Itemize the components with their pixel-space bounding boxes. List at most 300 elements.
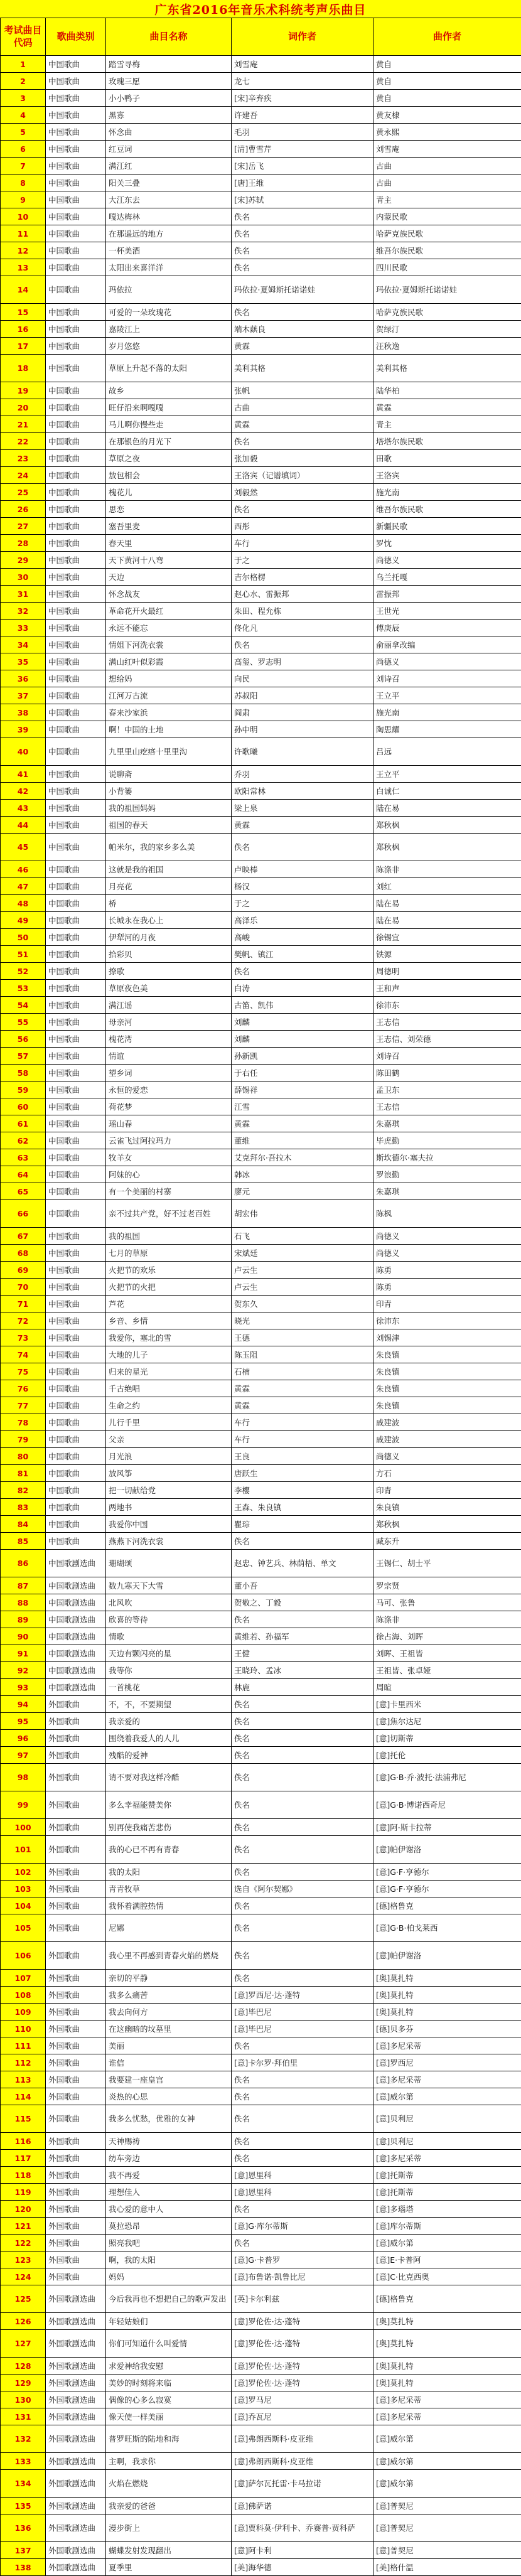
song-title-cell: 我多么痛苦 [106, 1987, 232, 2004]
table-row [1, 1696, 521, 1713]
table-body [1, 56, 521, 2576]
code-cell: 97 [1, 1747, 46, 1764]
lyricist-cell: 乔羽 [232, 766, 373, 783]
composer-cell: 尚德义 [373, 1228, 521, 1245]
table-row [1, 1987, 521, 2004]
code-cell: 21 [1, 416, 46, 433]
lyricist-cell: 佚名 [232, 225, 373, 242]
code-cell: 78 [1, 1414, 46, 1431]
category-cell: 中国歌曲 [46, 1533, 106, 1550]
song-title-cell: 在那遥远的地方 [106, 225, 232, 242]
song-title-cell: 拾彩贝 [106, 946, 232, 963]
lyricist-cell: 古笛、凯伟 [232, 997, 373, 1014]
category-cell: 外国歌曲 [46, 2201, 106, 2218]
song-title-cell: 我的心已不再有青春 [106, 1836, 232, 1864]
lyricist-cell: [意]弗朗西斯科·皮亚维 [232, 2453, 373, 2470]
song-title-cell: 燕燕下河洗衣裳 [106, 1533, 232, 1550]
composer-cell: 朱良镇 [373, 1380, 521, 1397]
table-row [1, 895, 521, 912]
song-title-cell: 敖包相会 [106, 467, 232, 484]
code-cell: 20 [1, 399, 46, 416]
composer-cell: 刘诗召 [373, 670, 521, 687]
composer-cell: [意]贝利尼 [373, 2105, 521, 2133]
lyricist-cell: 王德 [232, 1329, 373, 1346]
lyricist-cell: 黄霖 [232, 416, 373, 433]
lyricist-cell: [意]乔瓦尼 [232, 2408, 373, 2425]
category-cell: 中国歌曲 [46, 817, 106, 834]
code-cell: 79 [1, 1431, 46, 1448]
song-title-cell: 我去向何方 [106, 2004, 232, 2021]
code-cell: 52 [1, 963, 46, 980]
table-row [1, 1499, 521, 1516]
table-row [1, 963, 521, 980]
song-title-cell: 把一切献给党 [106, 1482, 232, 1499]
category-cell: 外国歌曲 [46, 2235, 106, 2251]
composer-cell: 周暄 [373, 1679, 521, 1696]
table-row [1, 1048, 521, 1065]
composer-cell: 美利其格 [373, 355, 521, 382]
lyricist-cell: 李樱 [232, 1482, 373, 1499]
lyricist-cell: 佚名 [232, 834, 373, 861]
song-title-cell: 啊！中国的土地 [106, 721, 232, 738]
lyricist-cell: 佚名 [232, 2088, 373, 2105]
song-title-cell: 亲不过共产党，好不过老百姓 [106, 1200, 232, 1228]
category-cell: 中国歌曲 [46, 1465, 106, 1482]
song-title-cell: 槐花湾 [106, 1031, 232, 1048]
code-cell: 112 [1, 2054, 46, 2071]
category-cell: 外国歌剧选曲 [46, 2285, 106, 2313]
lyricist-cell: [美]海华德 [232, 2559, 373, 2576]
composer-cell: 刘雪庵 [373, 141, 521, 158]
composer-cell: 印青 [373, 1482, 521, 1499]
lyricist-cell: 薛锡祥 [232, 1081, 373, 1098]
lyricist-cell: [意]毕巴尼 [232, 2021, 373, 2037]
composer-cell: [意]托斯蒂 [373, 2167, 521, 2184]
category-cell: 中国歌曲 [46, 1380, 106, 1397]
song-title-cell: 大江东去 [106, 191, 232, 208]
category-cell: 外国歌曲 [46, 2054, 106, 2071]
code-cell: 70 [1, 1279, 46, 1296]
lyricist-cell: 韩冰 [232, 1166, 373, 1183]
song-title-cell: 革命花开火最红 [106, 603, 232, 620]
composer-cell: [德]贝多芬 [373, 2021, 521, 2037]
song-title-cell: 别再使我痛苦悲伤 [106, 1819, 232, 1836]
code-cell: 135 [1, 2498, 46, 2514]
category-cell: 中国歌曲 [46, 259, 106, 276]
table-row [1, 1465, 521, 1482]
song-title-cell: 妈妈 [106, 2268, 232, 2285]
category-cell: 中国歌曲 [46, 1516, 106, 1533]
category-cell: 外国歌曲 [46, 1696, 106, 1713]
category-cell: 外国歌剧选曲 [46, 2514, 106, 2542]
table-row [1, 355, 521, 382]
composer-cell: 白诚仁 [373, 783, 521, 800]
table-row [1, 259, 521, 276]
code-cell: 105 [1, 1914, 46, 1942]
category-cell: 中国歌曲 [46, 304, 106, 321]
table-row [1, 484, 521, 501]
code-cell: 3 [1, 90, 46, 107]
table-row [1, 1397, 521, 1414]
composer-cell: 青主 [373, 416, 521, 433]
code-cell: 125 [1, 2285, 46, 2313]
table-row [1, 1611, 521, 1628]
lyricist-cell: 林鹿 [232, 1679, 373, 1696]
song-title-cell: 旺仔沿来啊嘎嘎 [106, 399, 232, 416]
category-cell: 外国歌曲 [46, 2071, 106, 2088]
composer-cell: 田歌 [373, 450, 521, 467]
lyricist-cell: 黄维若、孙福军 [232, 1628, 373, 1645]
code-cell: 69 [1, 1262, 46, 1279]
code-cell: 17 [1, 338, 46, 355]
category-cell: 中国歌曲 [46, 1312, 106, 1329]
composer-cell: 乌兰托嘎 [373, 569, 521, 586]
composer-cell: [奥]莫扎特 [373, 2358, 521, 2375]
category-cell: 中国歌曲 [46, 1166, 106, 1183]
table-row [1, 2251, 521, 2268]
code-cell: 65 [1, 1183, 46, 1200]
category-cell: 外国歌曲 [46, 2088, 106, 2105]
code-cell: 64 [1, 1166, 46, 1183]
code-cell: 22 [1, 433, 46, 450]
category-cell: 中国歌曲 [46, 586, 106, 603]
table-row [1, 1516, 521, 1533]
table-row [1, 416, 521, 433]
composer-cell: [意]多尼采蒂 [373, 2071, 521, 2088]
table-row [1, 1819, 521, 1836]
code-cell: 10 [1, 208, 46, 225]
code-cell: 62 [1, 1132, 46, 1149]
lyricist-cell: 佚名 [232, 1836, 373, 1864]
composer-cell: [奥]莫扎特 [373, 2004, 521, 2021]
composer-cell: [意]威尔第 [373, 2088, 521, 2105]
table-row [1, 2105, 521, 2133]
song-title-cell: 像天使一样美丽 [106, 2408, 232, 2425]
category-cell: 外国歌剧选曲 [46, 2391, 106, 2408]
song-title-cell: 伊犁河的月夜 [106, 929, 232, 946]
song-title-cell: 桥 [106, 895, 232, 912]
code-cell: 49 [1, 912, 46, 929]
category-cell: 中国歌曲 [46, 535, 106, 552]
composer-cell: [意]威尔第 [373, 2425, 521, 2453]
code-cell: 30 [1, 569, 46, 586]
lyricist-cell: [意]恩里科 [232, 2167, 373, 2184]
composer-cell: 刘晖、王祖皆 [373, 1645, 521, 1662]
lyricist-cell: 佚名 [232, 2133, 373, 2150]
code-cell: 104 [1, 1897, 46, 1914]
lyricist-cell: 佚名 [232, 1533, 373, 1550]
category-cell: 外国歌曲 [46, 2184, 106, 2201]
lyricist-cell: [意]弗朗西斯科·皮亚维 [232, 2425, 373, 2453]
song-title-cell: 母亲河 [106, 1014, 232, 1031]
table-row [1, 1014, 521, 1031]
code-cell: 72 [1, 1312, 46, 1329]
category-cell: 中国歌曲 [46, 653, 106, 670]
table-row [1, 1533, 521, 1550]
song-title-cell: 莫拉恐昂 [106, 2218, 232, 2235]
lyricist-cell: 许歌曦 [232, 738, 373, 766]
table-row [1, 1448, 521, 1465]
song-title-cell: 月光浪 [106, 1448, 232, 1465]
composer-cell: [意]帕伊谢洛 [373, 1836, 521, 1864]
table-row [1, 338, 521, 355]
category-cell: 外国歌曲 [46, 1791, 106, 1819]
song-title-cell: 玫瑰三愿 [106, 73, 232, 90]
lyricist-cell: 佚名 [232, 1970, 373, 1987]
table-row [1, 766, 521, 783]
code-cell: 87 [1, 1577, 46, 1594]
composer-cell: 贺绿汀 [373, 321, 521, 338]
song-title-cell: 火把节的欢乐 [106, 1262, 232, 1279]
code-cell: 136 [1, 2514, 46, 2542]
lyricist-cell: 黄霖 [232, 1380, 373, 1397]
code-cell: 27 [1, 518, 46, 535]
song-title-cell: 可爱的一朵玫瑰花 [106, 304, 232, 321]
category-cell: 中国歌曲 [46, 1132, 106, 1149]
category-cell: 外国歌剧选曲 [46, 2313, 106, 2330]
song-title-cell: 马儿啊你慢些走 [106, 416, 232, 433]
code-cell: 31 [1, 586, 46, 603]
song-title-cell: 七月的草原 [106, 1245, 232, 1262]
lyricist-cell: 佚名 [232, 242, 373, 259]
table-row [1, 861, 521, 878]
table-row [1, 399, 521, 416]
category-cell: 中国歌曲 [46, 1098, 106, 1115]
table-row [1, 2235, 521, 2251]
category-cell: 中国歌剧选曲 [46, 1550, 106, 1577]
category-cell: 中国歌曲 [46, 783, 106, 800]
code-cell: 18 [1, 355, 46, 382]
song-title-cell: 阳关三叠 [106, 174, 232, 191]
song-title-cell: 主啊，我求你 [106, 2453, 232, 2470]
table-row [1, 1149, 521, 1166]
composer-cell: 陈枫 [373, 1200, 521, 1228]
song-title-cell: 尼娜 [106, 1914, 232, 1942]
song-title-cell: 塞吾里麦 [106, 518, 232, 535]
table-row [1, 1628, 521, 1645]
code-cell: 124 [1, 2268, 46, 2285]
code-cell: 5 [1, 124, 46, 141]
lyricist-cell: 晓光 [232, 1312, 373, 1329]
table-row [1, 2054, 521, 2071]
song-title-cell: 永恒的爱恋 [106, 1081, 232, 1098]
lyricist-cell: 贺东久 [232, 1296, 373, 1312]
lyricist-cell: 王洛宾（记谱填词） [232, 467, 373, 484]
table-row [1, 929, 521, 946]
category-cell: 外国歌曲 [46, 2021, 106, 2037]
composer-cell: 刘红 [373, 878, 521, 895]
category-cell: 中国歌曲 [46, 73, 106, 90]
code-cell: 102 [1, 1864, 46, 1881]
song-title-cell: 春天里 [106, 535, 232, 552]
song-title-cell: 嘎达梅林 [106, 208, 232, 225]
composer-cell: [奥]莫扎特 [373, 2375, 521, 2391]
category-cell: 外国歌曲 [46, 1942, 106, 1970]
code-cell: 38 [1, 704, 46, 721]
song-title-cell: 父亲 [106, 1431, 232, 1448]
table-row [1, 1747, 521, 1764]
table-row [1, 721, 521, 738]
lyricist-cell: 吉尔格楞 [232, 569, 373, 586]
composer-cell: 周德明 [373, 963, 521, 980]
composer-cell: 徐沛东 [373, 997, 521, 1014]
composer-cell: 印青 [373, 1296, 521, 1312]
composer-cell: [意]多尼采蒂 [373, 2391, 521, 2408]
code-cell: 109 [1, 2004, 46, 2021]
code-cell: 51 [1, 946, 46, 963]
table-row [1, 586, 521, 603]
category-cell: 外国歌剧选曲 [46, 2375, 106, 2391]
table-row [1, 56, 521, 73]
code-cell: 57 [1, 1048, 46, 1065]
code-cell: 129 [1, 2375, 46, 2391]
composer-cell: [奥]莫扎特 [373, 2313, 521, 2330]
code-cell: 68 [1, 1245, 46, 1262]
song-title-cell: 祖国的春天 [106, 817, 232, 834]
category-cell: 中国歌曲 [46, 56, 106, 73]
lyricist-cell: 阎肃 [232, 704, 373, 721]
header-row [1, 18, 521, 56]
category-cell: 中国歌曲 [46, 141, 106, 158]
code-cell: 127 [1, 2330, 46, 2358]
table-row [1, 2425, 521, 2453]
code-cell: 119 [1, 2184, 46, 2201]
table-row [1, 433, 521, 450]
lyricist-cell: 佚名 [232, 1611, 373, 1628]
song-title-cell: 阿妹的心 [106, 1166, 232, 1183]
table-row [1, 1836, 521, 1864]
category-cell: 外国歌曲 [46, 1730, 106, 1747]
lyricist-cell: 樊帆、镇江 [232, 946, 373, 963]
table-row [1, 1346, 521, 1363]
composer-cell: [意]E·卡普阿 [373, 2251, 521, 2268]
category-cell: 中国歌曲 [46, 158, 106, 174]
lyricist-cell: 王晓玲、孟冰 [232, 1662, 373, 1679]
table-row [1, 467, 521, 484]
code-cell: 14 [1, 276, 46, 304]
composer-cell: [意]托斯蒂 [373, 2184, 521, 2201]
composer-cell: 陶思耀 [373, 721, 521, 738]
composer-cell: [意]G·F·亨德尔 [373, 1864, 521, 1881]
lyricist-cell: 宋斌廷 [232, 1245, 373, 1262]
lyricist-cell: 江雪 [232, 1098, 373, 1115]
composer-cell: [意]多尼采蒂 [373, 2150, 521, 2167]
table-row [1, 2285, 521, 2313]
lyricist-cell: 西彤 [232, 518, 373, 535]
code-cell: 77 [1, 1397, 46, 1414]
composer-cell: 黄自 [373, 90, 521, 107]
song-title-cell: 生命之约 [106, 1397, 232, 1414]
table-row [1, 1166, 521, 1183]
song-title-cell: 我等你 [106, 1662, 232, 1679]
composer-cell: 刘诗召 [373, 1048, 521, 1065]
song-title-cell: 我的太阳 [106, 1864, 232, 1881]
composer-cell: 哈萨克族民歌 [373, 304, 521, 321]
lyricist-cell: 佚名 [232, 2037, 373, 2054]
song-title-cell: 理想佳人 [106, 2184, 232, 2201]
table-row [1, 276, 521, 304]
category-cell: 中国歌曲 [46, 1245, 106, 1262]
song-title-cell: 情姐下河洗衣裳 [106, 636, 232, 653]
song-title-cell: 年轻姑娘们 [106, 2313, 232, 2330]
composer-cell: 朱嘉琪 [373, 1183, 521, 1200]
song-title-cell: 情谊 [106, 1048, 232, 1065]
song-title-cell: 数九寒天下大雪 [106, 1577, 232, 1594]
table-row [1, 783, 521, 800]
song-title-cell: 云雀飞过阿拉玛力 [106, 1132, 232, 1149]
table-row [1, 1031, 521, 1048]
code-cell: 132 [1, 2425, 46, 2453]
song-title-cell: 大地的儿子 [106, 1346, 232, 1363]
song-title-cell: 北风吹 [106, 1594, 232, 1611]
table-row [1, 2391, 521, 2408]
lyricist-cell: 赵忠、钟艺兵、林荫梧、单文 [232, 1550, 373, 1577]
category-cell: 外国歌曲 [46, 2037, 106, 2054]
code-cell: 91 [1, 1645, 46, 1662]
lyricist-cell: 毛羽 [232, 124, 373, 141]
lyricist-cell: 佚名 [232, 1747, 373, 1764]
composer-cell: 王和声 [373, 980, 521, 997]
composer-cell: 陆在易 [373, 895, 521, 912]
table-row [1, 946, 521, 963]
code-cell: 59 [1, 1081, 46, 1098]
category-cell: 中国歌曲 [46, 1346, 106, 1363]
composer-cell: 斯坎德尔·塞夫拉 [373, 1149, 521, 1166]
lyricist-cell: [意]阿卡利 [232, 2542, 373, 2559]
composer-cell: [意]C·比克西奥 [373, 2268, 521, 2285]
composer-cell: 郑秋枫 [373, 834, 521, 861]
category-cell: 中国歌曲 [46, 552, 106, 569]
category-cell: 中国歌曲 [46, 1414, 106, 1431]
lyricist-cell: 欧阳常林 [232, 783, 373, 800]
lyricist-cell: 黄霖 [232, 1115, 373, 1132]
composer-cell: [意]威尔第 [373, 2235, 521, 2251]
table-header [1, 18, 521, 56]
song-title-cell: 我的祖国妈妈 [106, 800, 232, 817]
composer-cell: 陈田鹤 [373, 1065, 521, 1081]
composer-cell: 黄友棣 [373, 107, 521, 124]
composer-cell: 古曲 [373, 158, 521, 174]
code-cell: 29 [1, 552, 46, 569]
code-cell: 123 [1, 2251, 46, 2268]
category-cell: 中国歌曲 [46, 1065, 106, 1081]
lyricist-cell: 佟化凡 [232, 620, 373, 636]
category-cell: 中国歌曲 [46, 433, 106, 450]
table-row [1, 304, 521, 321]
table-row [1, 2167, 521, 2184]
song-title-cell: 故乡 [106, 382, 232, 399]
category-cell: 外国歌曲 [46, 1881, 106, 1897]
category-cell: 外国歌曲 [46, 1836, 106, 1864]
category-cell: 中国歌曲 [46, 450, 106, 467]
composer-cell: 黄自 [373, 73, 521, 90]
song-title-cell: 情歌 [106, 1628, 232, 1645]
song-title-cell: 有一个美丽的村寨 [106, 1183, 232, 1200]
song-title-cell: 望乡词 [106, 1065, 232, 1081]
composer-cell: 毕虎勤 [373, 1132, 521, 1149]
category-cell: 中国歌曲 [46, 467, 106, 484]
composer-cell: 王立平 [373, 766, 521, 783]
song-title-cell: 怀念战友 [106, 586, 232, 603]
composer-cell: 陈涤非 [373, 1611, 521, 1628]
song-title-cell: 天边有颗闪亮的星 [106, 1645, 232, 1662]
category-cell: 外国歌剧选曲 [46, 2358, 106, 2375]
composer-cell: 孟卫东 [373, 1081, 521, 1098]
lyricist-cell: 佚名 [232, 1914, 373, 1942]
category-cell: 外国歌曲 [46, 1864, 106, 1881]
composer-cell: [意]贝利尼 [373, 2133, 521, 2150]
lyricist-cell: 黄霖 [232, 338, 373, 355]
